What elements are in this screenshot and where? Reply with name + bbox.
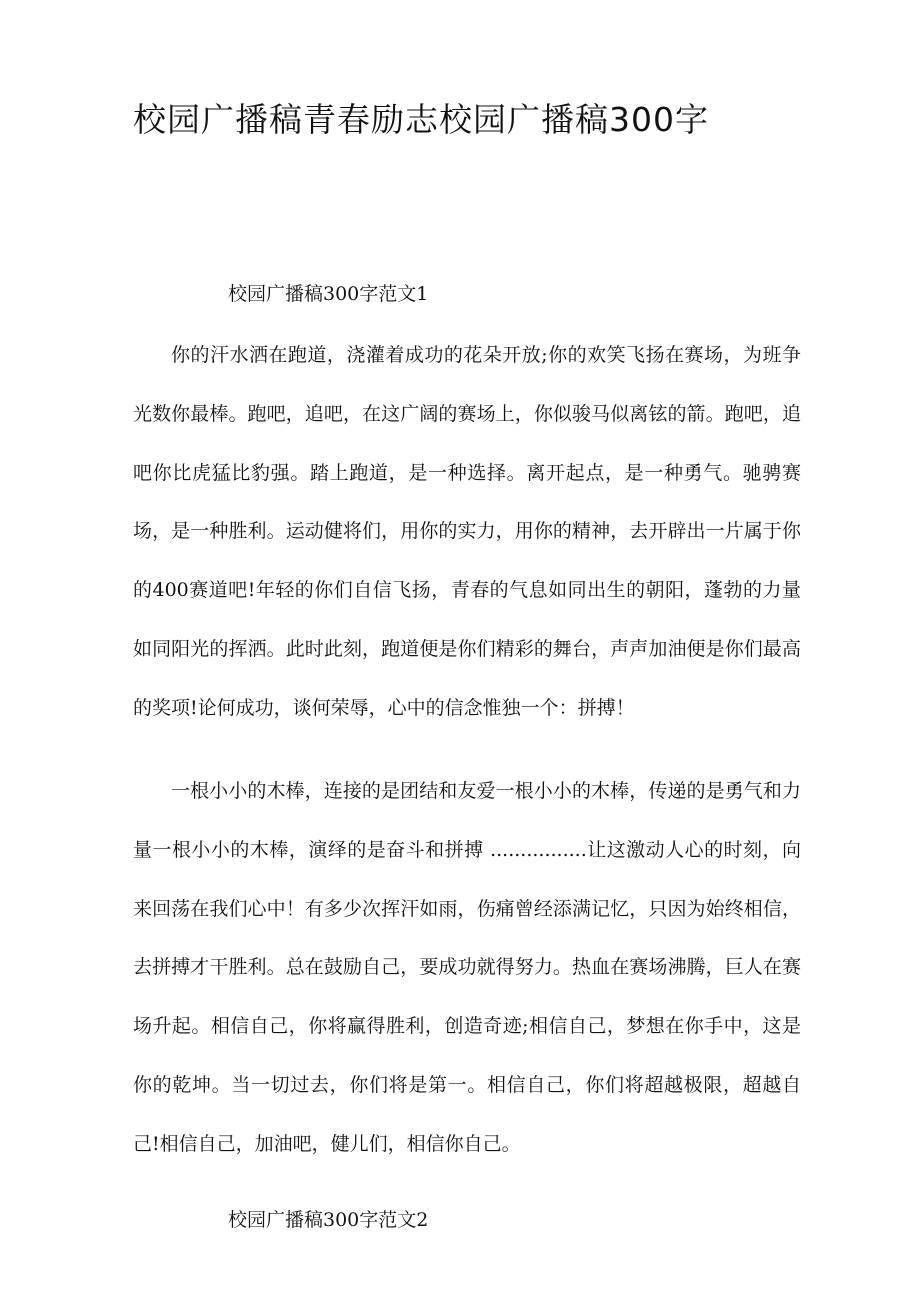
section-2 <box>133 1206 801 1235</box>
section-heading-1: 校园广播稿300字范文1 <box>228 283 429 305</box>
document-title: 校园广播稿青春励志校园广播稿300字 <box>133 100 709 139</box>
paragraph-1: 你的汗水洒在跑道，浇灌着成功的花朵开放;你的欢笑飞扬在赛场，为班争光数你最棒。跑吧，追吧，在这广阔的赛场上，你似骏马似离铉的箭。跑吧，追吧你比虎猛比豹强。踏上跑道，是一种选择。离开起点，是一种勇气。驰骋赛场，是一种胜利。运动健将们，用你的实力，用你的精神，去开辟出一片属于你的400赛道吧!年轻的你们自信飞扬，青春的气息如同出生的朝阳，蓬勃的力量如同阳光的挥洒。此时此刻，跑道便是你们精彩的舞台，声声加油便是你们最高的奖项!论何成功，谈何荣辱，心中的信念惟独一个：拼搏！ <box>133 344 801 719</box>
section-1-body-continued <box>133 762 801 1174</box>
section-1 <box>133 280 801 309</box>
paragraph-2: 一根小小的木棒，连接的是团结和友爱一根小小的木棒，传递的是勇气和力量一根小小的木棒，演绎的是奋斗和拼搏 ................让这激动人心的时刻，向来回荡在我们心中！有多少次挥汗如雨，伤痛曾经添满记忆，只因为始终相信，去拼搏才干胜利。总在鼓励自己，要成功就得努力。热血在赛场沸腾，巨人在赛场升起。相信自己，你将赢得胜利，创造奇迹;相信自己，梦想在你手中，这是你的乾坤。当一切过去，你们将是第一。相信自己，你们将超越极限，超越自己!相信自己，加油吧，健儿们，相信你自己。 <box>133 780 801 1155</box>
section-1-body <box>133 326 801 738</box>
section-heading-2: 校园广播稿300字范文2 <box>228 1209 429 1231</box>
